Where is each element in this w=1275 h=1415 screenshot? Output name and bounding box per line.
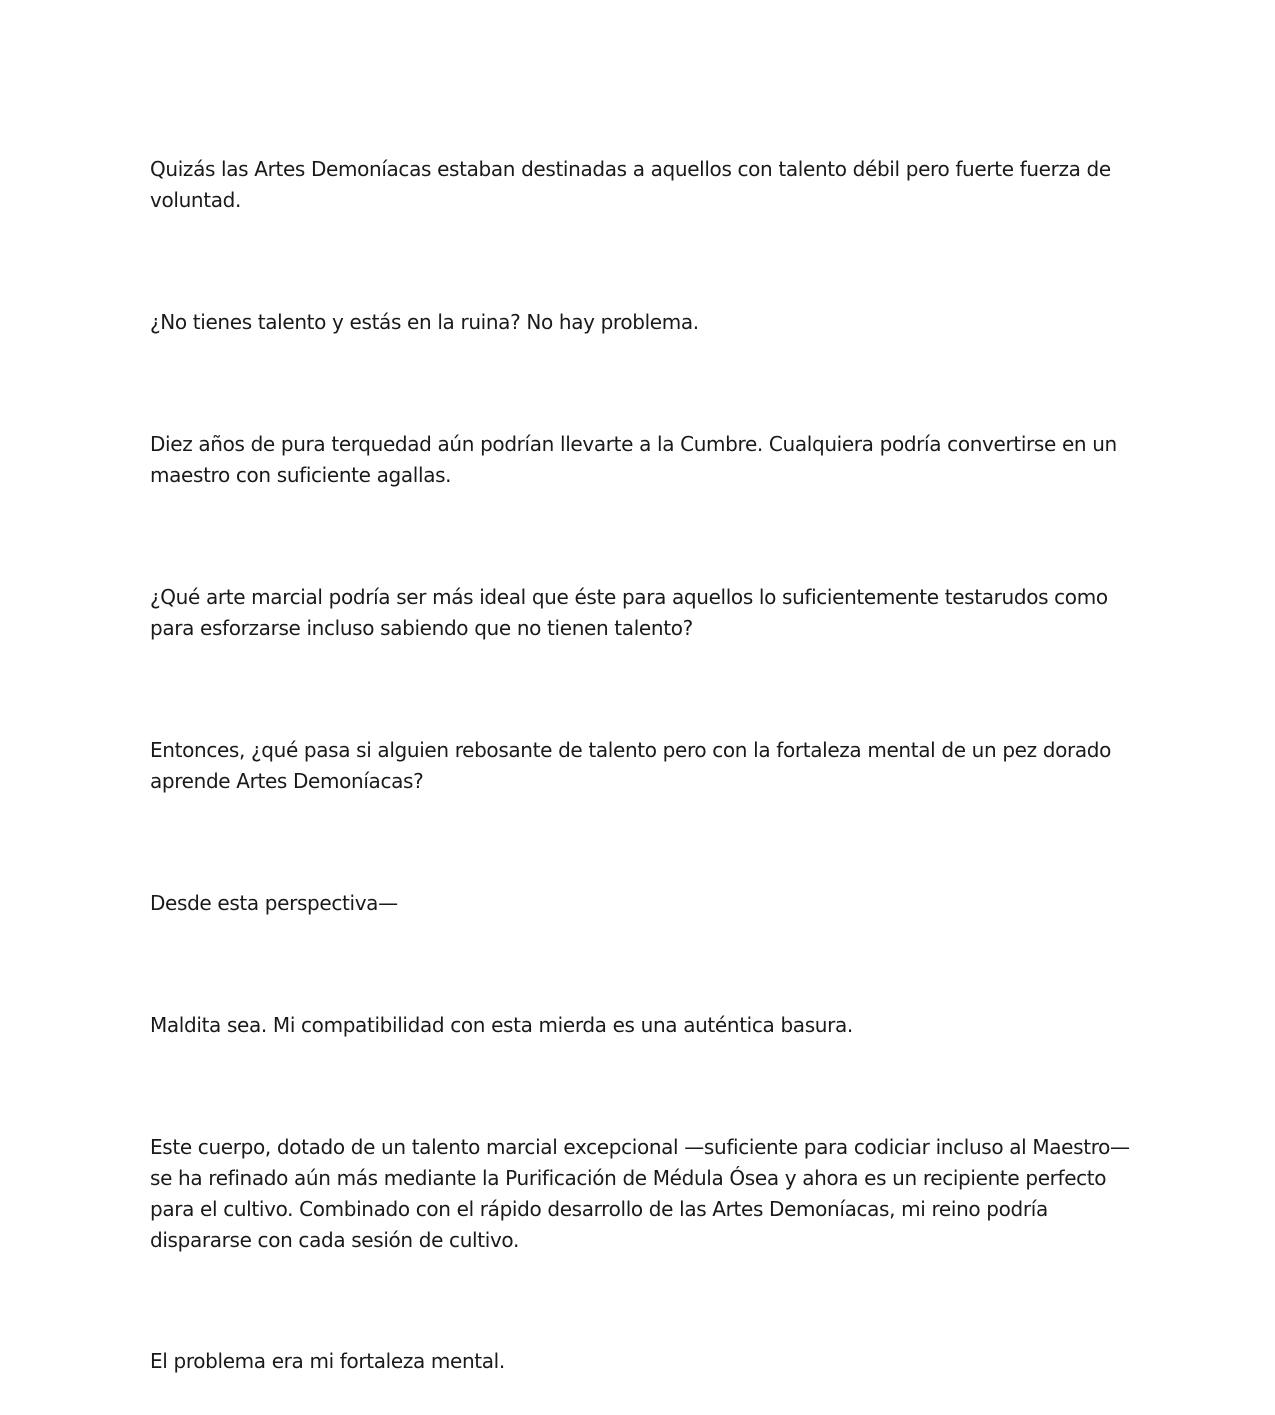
paragraph-7: Maldita sea. Mi compatibilidad con esta mierda es una auténtica basura. xyxy=(150,1013,853,1037)
paragraph-9: El problema era mi fortaleza mental. xyxy=(150,1349,505,1373)
paragraph-3: Diez años de pura terquedad aún podrían llevarte a la Cumbre. Cualquiera podría convertirse en un maestro con suficiente agallas. xyxy=(150,432,1117,487)
paragraph-5: Entonces, ¿qué pasa si alguien rebosante de talento pero con la fortaleza mental de un pez dorado aprende Artes Demoníacas? xyxy=(150,738,1112,793)
paragraph-1: Quizás las Artes Demoníacas estaban destinadas a aquellos con talento débil pero fuerte fuerza de voluntad. xyxy=(150,157,1111,212)
paragraph-2: ¿No tienes talento y estás en la ruina? No hay problema. xyxy=(150,310,699,334)
paragraph-6: Desde esta perspectiva— xyxy=(150,891,398,915)
paragraph-4: ¿Qué arte marcial podría ser más ideal que éste para aquellos lo suficientemente testarudos como para esforzarse incluso sabiendo que no tienen talento? xyxy=(150,585,1108,640)
paragraph-8: Este cuerpo, dotado de un talento marcial excepcional —suficiente para codiciar incluso al Maestro— se ha refinado aún más mediante la Purificación de Médula Ósea y ahora es un recipiente perfecto para el cultivo. Combinado con el rápido desarrollo de las Artes Demoníacas, mi reino podría dispararse con cada sesión de cultivo. xyxy=(150,1135,1130,1252)
